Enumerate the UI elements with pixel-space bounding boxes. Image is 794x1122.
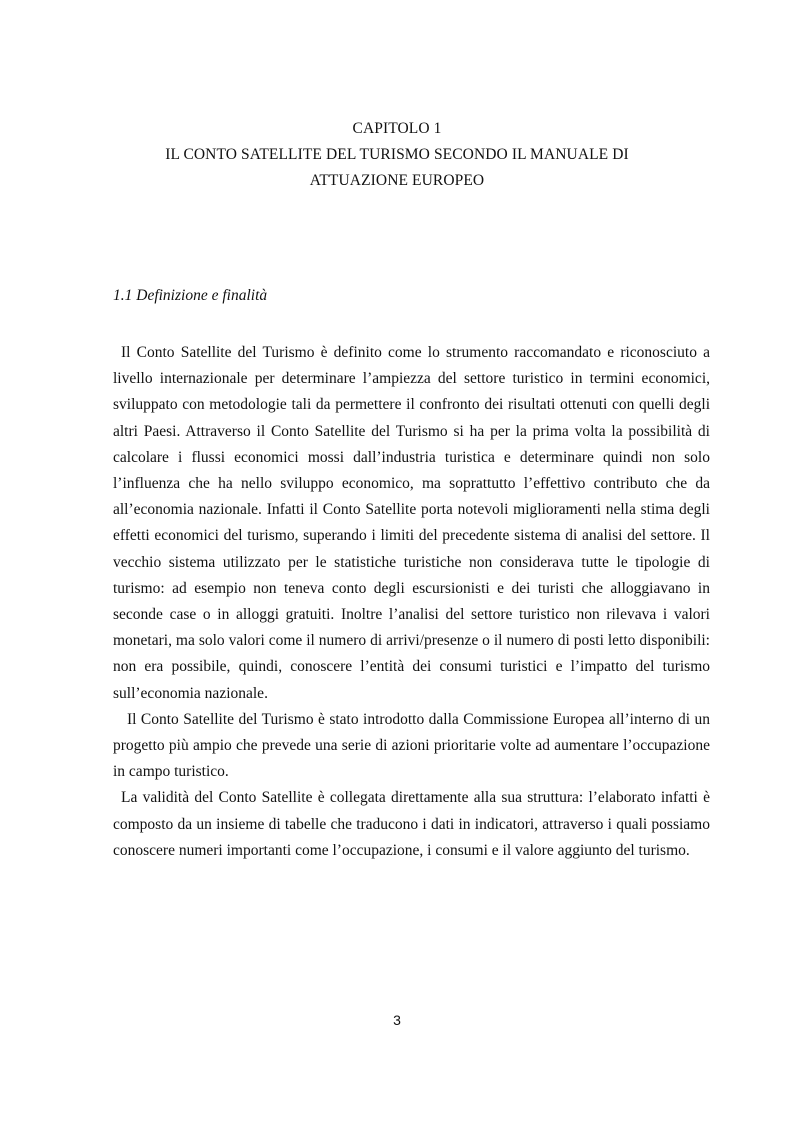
- paragraph-2: Il Conto Satellite del Turismo è stato introdotto dalla Commissione Europea all’interno di un progetto più ampio che prevede una serie di azioni prioritarie volte ad aumentare l’occupazione in campo turistico.: [113, 710, 710, 781]
- page-number: 3: [393, 1012, 401, 1028]
- chapter-title-line-1: IL CONTO SATELLITE DEL TURISMO SECONDO IL MANUALE DI: [165, 146, 629, 163]
- paragraph-3: La validità del Conto Satellite è collegata direttamente alla sua struttura: l’elaborato infatti è composto da un insieme di tabelle che traducono i dati in indicatori, attraverso i quali possiamo conoscere numeri importanti come l’occupazione, i consumi e il valore aggiunto del turismo.: [113, 789, 710, 859]
- chapter-title-line-2: ATTUAZIONE EUROPEO: [309, 172, 485, 189]
- paragraph-1: Il Conto Satellite del Turismo è definito come lo strumento raccomandato e riconosciuto a livello internazionale per determinare l’ampiezza del settore turistico in termini economici, sviluppato con metodologie tali da permettere il confronto dei risultati ottenuti con quelli degli altri Paesi. Attraverso il Conto Satellite del Turismo si ha per la prima volta la possibilità di calcolare i flussi economici mossi dall’industria turistica e determinare quindi non solo l’influenza che ha nello sviluppo economico, ma soprattutto l’effettivo contributo che da all’economia nazionale. Infatti il Conto Satellite porta notevoli miglioramenti nella stima degli effetti economici del turismo, superando i limiti del precedente sistema di analisi del settore. Il vecchio sistema utilizzato per le statistiche turistiche non considerava tutte le tipologie di turismo: ad esempio non teneva conto degli escursionisti e dei turisti che alloggiavano in seconde case o in alloggi gratuiti. Inoltre l’analisi del settore turistico non rilevava i valori monetari, ma solo valori come il numero di arrivi/presenze o il numero di posti letto disponibili: non era possibile, quindi, conoscere l’entità dei consumi turistici e l’impatto del turismo sull’economia nazionale.: [113, 344, 710, 702]
- body-text: [113, 340, 710, 864]
- section-title: 1.1 Definizione e finalità: [113, 287, 268, 304]
- chapter-number: CAPITOLO 1: [352, 120, 442, 137]
